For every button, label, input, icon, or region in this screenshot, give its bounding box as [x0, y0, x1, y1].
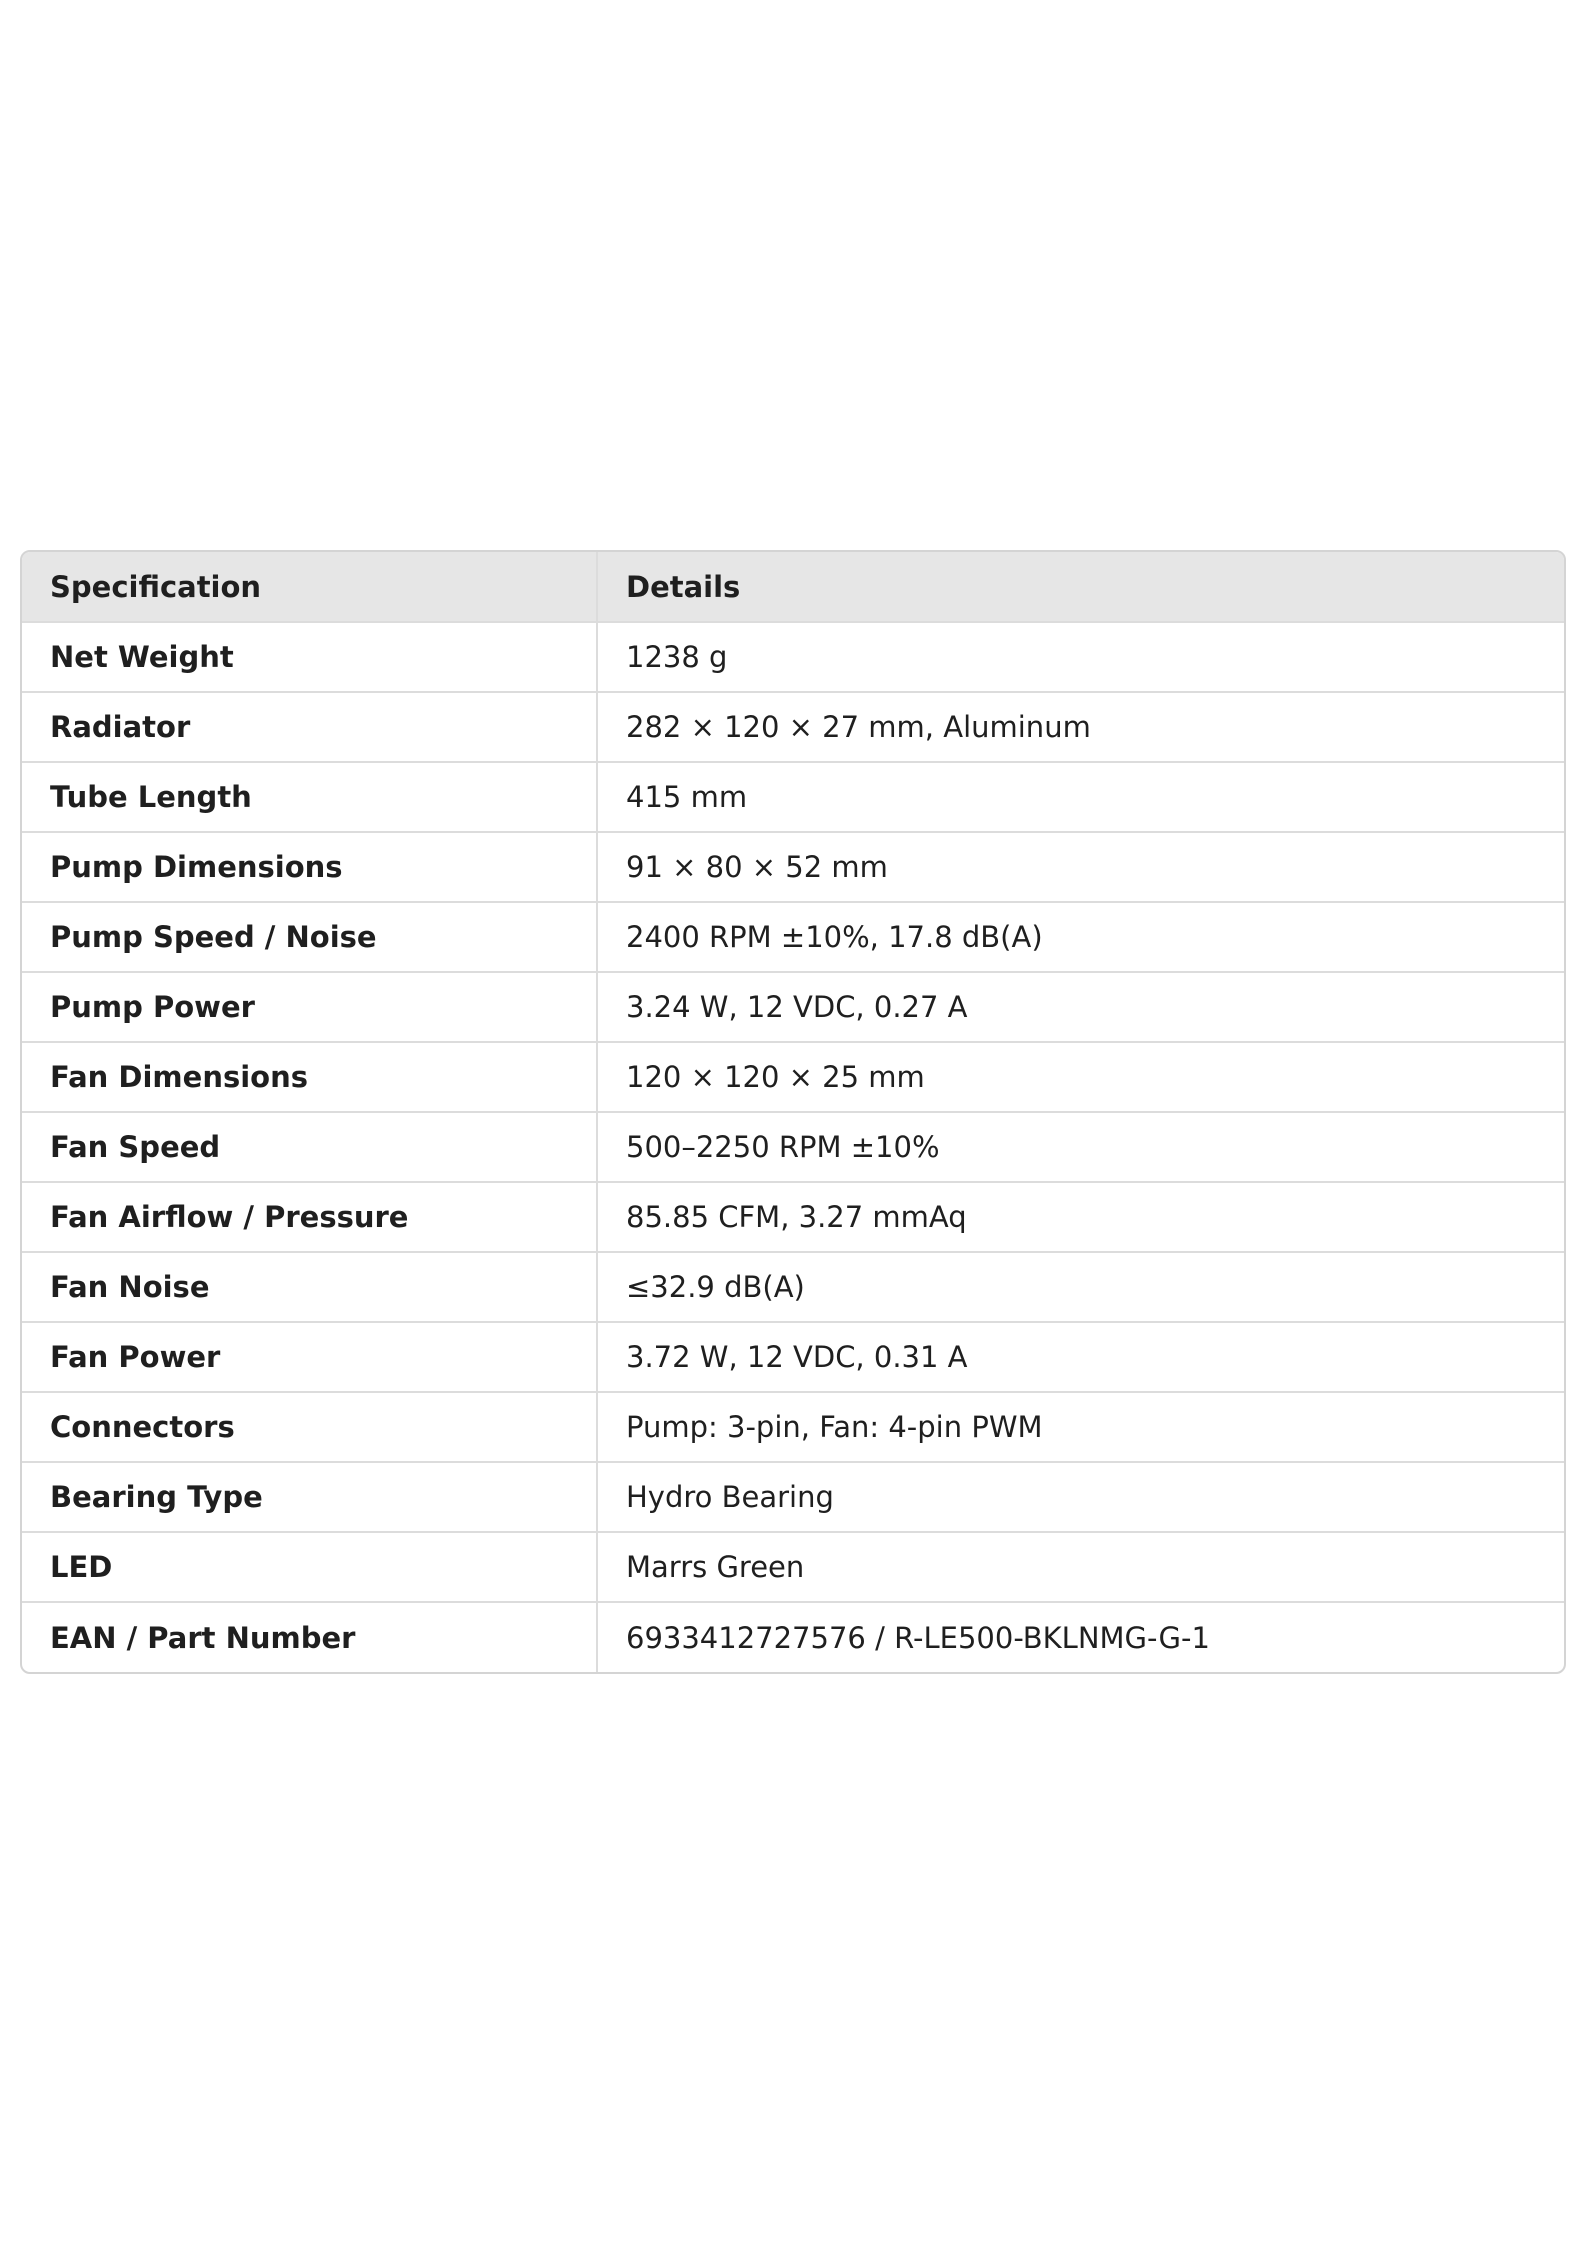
spec-name-cell: Fan Noise — [22, 1252, 597, 1322]
spec-value-cell: 85.85 CFM, 3.27 mmAq — [597, 1182, 1564, 1252]
spec-name-cell: Pump Speed / Noise — [22, 902, 597, 972]
spec-value-cell: Hydro Bearing — [597, 1462, 1564, 1532]
spec-name-cell: Fan Dimensions — [22, 1042, 597, 1112]
table-row — [22, 1462, 1564, 1532]
spec-value-cell: 2400 RPM ±10%, 17.8 dB(A) — [597, 902, 1564, 972]
table-row — [22, 622, 1564, 692]
spec-value-cell: 1238 g — [597, 622, 1564, 692]
spec-name-cell: Pump Power — [22, 972, 597, 1042]
spec-value-cell: Pump: 3-pin, Fan: 4-pin PWM — [597, 1392, 1564, 1462]
spec-name-cell: Net Weight — [22, 622, 597, 692]
spec-name-cell: EAN / Part Number — [22, 1602, 597, 1672]
spec-value-cell: 6933412727576 / R-LE500-BKLNMG-G-1 — [626, 1620, 1210, 1655]
spec-value-cell: 282 × 120 × 27 mm, Aluminum — [597, 692, 1564, 762]
spec-value-cell: 3.72 W, 12 VDC, 0.31 A — [597, 1322, 1564, 1392]
table-row — [22, 972, 1564, 1042]
spec-name-cell: Fan Speed — [22, 1112, 597, 1182]
table-row — [22, 1532, 1564, 1602]
spec-name-cell: Radiator — [22, 692, 597, 762]
table-row — [22, 832, 1564, 902]
table-row — [22, 1322, 1564, 1392]
table-header-row — [22, 552, 1564, 622]
spec-name-cell: Tube Length — [22, 762, 597, 832]
spec-table — [22, 552, 1564, 1672]
spec-value-cell: 3.24 W, 12 VDC, 0.27 A — [597, 972, 1564, 1042]
spec-value-cell: 120 × 120 × 25 mm — [597, 1042, 1564, 1112]
spec-name-cell: LED — [22, 1532, 597, 1602]
table-row — [22, 1182, 1564, 1252]
spec-name-cell: Connectors — [22, 1392, 597, 1462]
spec-value-cell: 91 × 80 × 52 mm — [597, 832, 1564, 902]
header-details: Details — [597, 552, 1564, 622]
header-specification: Specification — [22, 552, 597, 622]
table-row — [22, 1042, 1564, 1112]
table-row — [22, 1112, 1564, 1182]
spec-value-cell: Marrs Green — [597, 1532, 1564, 1602]
table-row — [22, 762, 1564, 832]
table-row — [22, 1602, 1564, 1672]
spec-value-cell: 500–2250 RPM ±10% — [597, 1112, 1564, 1182]
table-row — [22, 692, 1564, 762]
table-row — [22, 1392, 1564, 1462]
spec-name-cell: Pump Dimensions — [22, 832, 597, 902]
spec-name-cell: Fan Power — [22, 1322, 597, 1392]
spec-value-cell: 415 mm — [597, 762, 1564, 832]
spec-table-container — [20, 550, 1566, 1674]
spec-name-cell: Fan Airflow / Pressure — [22, 1182, 597, 1252]
spec-value-cell: ≤32.9 dB(A) — [597, 1252, 1564, 1322]
spec-name-cell: Bearing Type — [22, 1462, 597, 1532]
table-row — [22, 902, 1564, 972]
table-row — [22, 1252, 1564, 1322]
